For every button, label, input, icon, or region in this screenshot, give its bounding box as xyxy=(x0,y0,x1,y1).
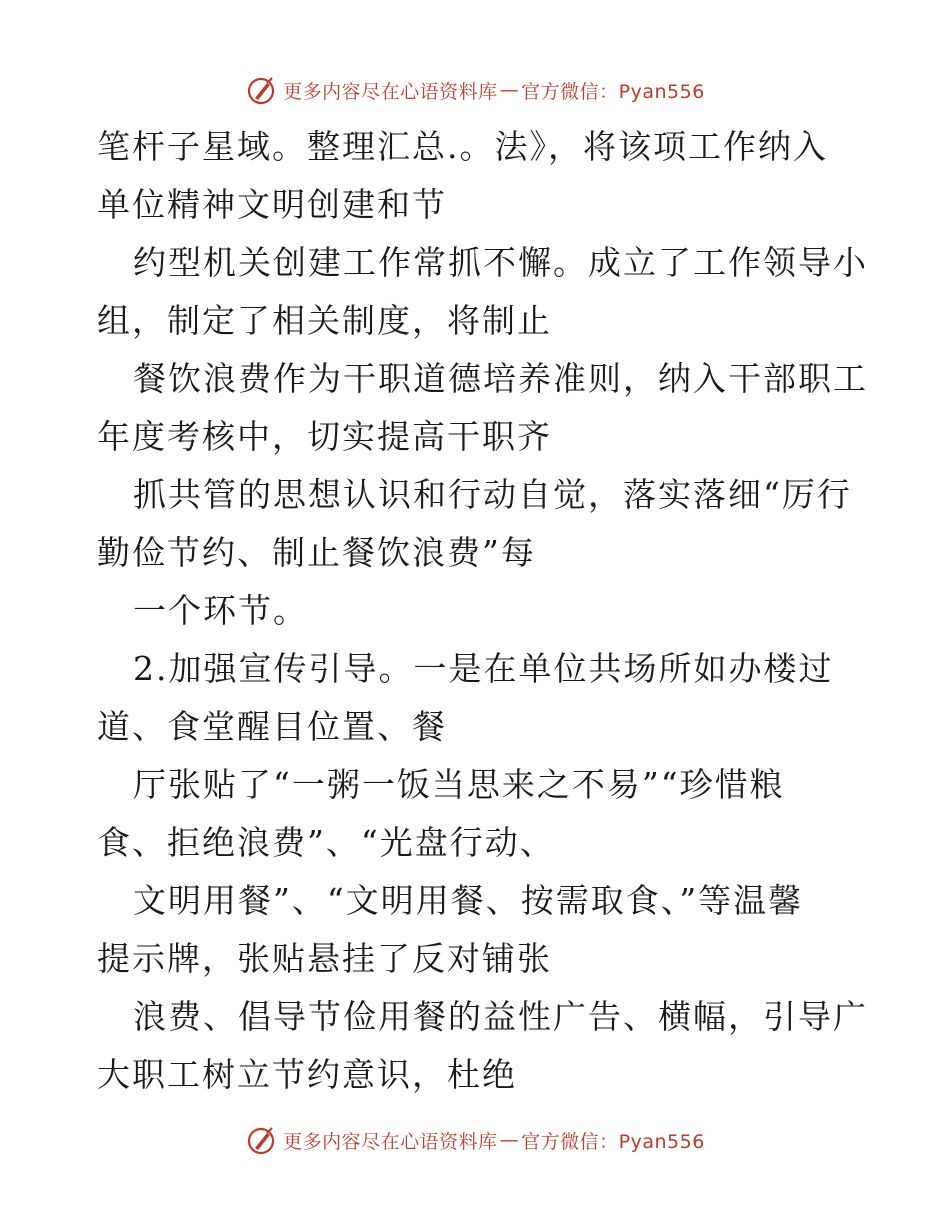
text-line: 勤俭节约、制止餐饮浪费”每 xyxy=(97,533,536,572)
text-line: 2.加强宣传引导。一是在单位共场所如办楼过 xyxy=(133,649,834,688)
text-line: 笔杆子星域。整理汇总.。法》，将该项工作纳入 xyxy=(97,127,828,166)
text-line: 组，制定了相关制度，将制止 xyxy=(97,301,552,340)
banner-separator: — xyxy=(499,79,520,101)
quill-pen-logo-icon xyxy=(245,1124,277,1156)
footer-banner xyxy=(0,1120,950,1160)
text-line: 道、食堂醒目位置、餐 xyxy=(97,707,447,746)
banner-wechat: 官方微信：Pyan556 xyxy=(521,1130,705,1153)
text-line: 约型机关创建工作常抓不懈。成立了工作领导小 xyxy=(133,243,868,282)
text-line: 提示牌，张贴悬挂了反对铺张 xyxy=(97,939,552,978)
text-line: 年度考核中，切实提高干职齐 xyxy=(97,417,552,456)
text-line: 单位精神文明创建和节 xyxy=(97,185,447,224)
document-body xyxy=(97,118,877,1104)
header-banner xyxy=(0,70,950,110)
text-line: 厅张贴了“一粥一饭当思来之不易”“珍惜粮 xyxy=(133,765,785,804)
banner-slogan: 更多内容尽在心语资料库 xyxy=(283,1130,498,1153)
text-line: 餐饮浪费作为干职道德培养准则，纳入干部职工 xyxy=(133,359,868,398)
text-line: 抓共管的思想认识和行动自觉，落实落细“厉行 xyxy=(133,475,852,514)
banner-wechat: 官方微信：Pyan556 xyxy=(521,80,705,103)
text-line: 浪费、倡导节俭用餐的益性广告、横幅，引导广 xyxy=(133,997,868,1036)
banner-separator: — xyxy=(499,1129,520,1151)
banner-slogan: 更多内容尽在心语资料库 xyxy=(283,80,498,103)
text-line: 一个环节。 xyxy=(133,591,308,630)
text-line: 文明用餐”、“文明用餐、按需取食、”等温馨 xyxy=(133,881,804,920)
quill-pen-logo-icon xyxy=(245,74,277,106)
text-line: 大职工树立节约意识，杜绝 xyxy=(97,1055,517,1094)
text-line: 食、拒绝浪费”、“光盘行动、 xyxy=(97,823,555,862)
